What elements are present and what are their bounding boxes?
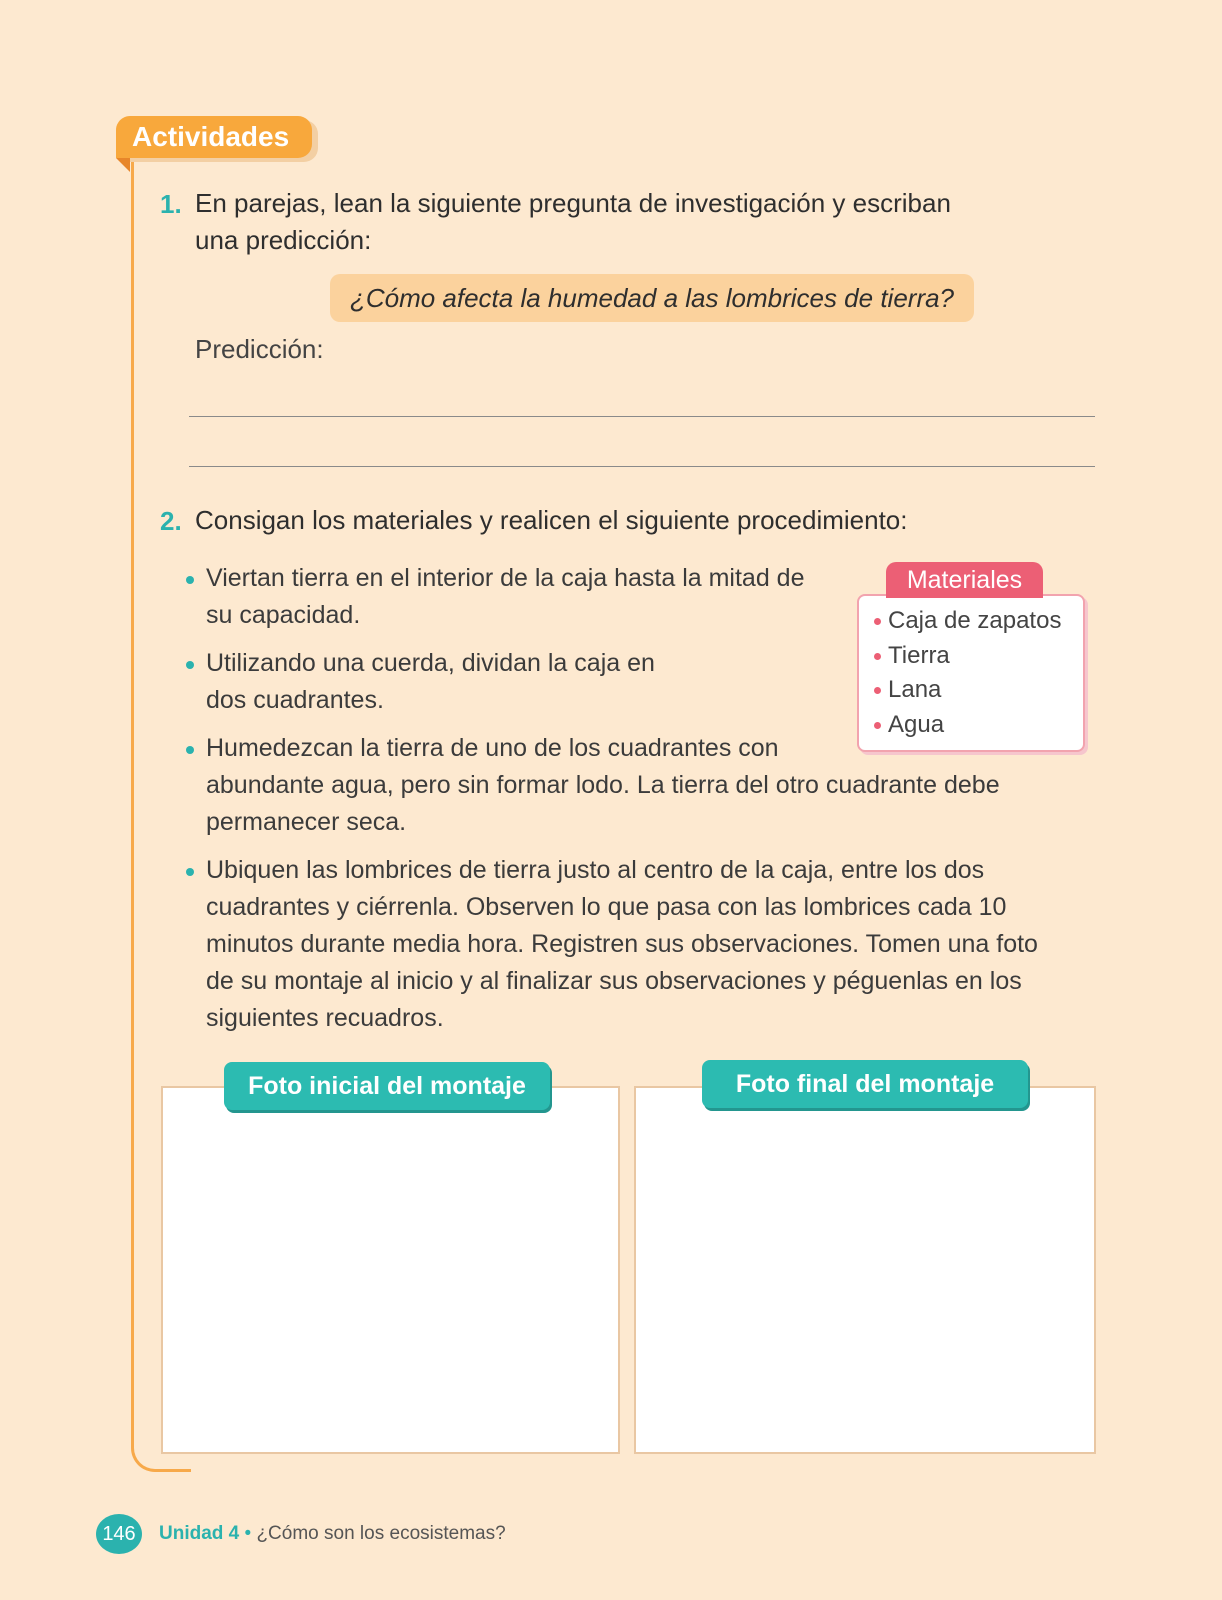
material-label: Tierra: [888, 641, 950, 669]
photo-final-box[interactable]: [634, 1086, 1096, 1454]
bullet-icon: [186, 746, 194, 754]
materials-title: Materiales: [886, 562, 1043, 598]
photo-initial-box[interactable]: [161, 1086, 620, 1454]
material-item: [872, 708, 1061, 743]
footer-unit: Unidad 4: [159, 1523, 240, 1544]
page-number: 146: [96, 1514, 142, 1554]
section-tab-fold: [116, 158, 130, 172]
activity-1-instructions: [195, 185, 951, 259]
bullet-icon: [186, 868, 194, 876]
bullet-icon: [874, 687, 881, 694]
step-2-line-1: Utilizando una cuerda, dividan la caja en: [206, 649, 655, 677]
footer-separator: •: [244, 1523, 252, 1544]
photo-final-label: Foto final del montaje: [702, 1060, 1028, 1108]
step-3-line-3: permanecer seca.: [206, 808, 407, 836]
step-1-line-2: su capacidad.: [206, 601, 361, 629]
material-label: Agua: [888, 710, 945, 738]
bullet-icon: [186, 661, 194, 669]
material-item: [872, 639, 1061, 674]
step-3-line-2: abundante agua, pero sin formar lodo. La tierra del otro cuadrante debe: [206, 771, 1000, 799]
material-item: [872, 604, 1061, 639]
activity-2-instructions: Consigan los materiales y realicen el siguiente procedimiento:: [195, 505, 908, 535]
prediction-line-2[interactable]: [189, 466, 1095, 467]
research-question: ¿Cómo afecta la humedad a las lombrices de tierra?: [330, 274, 974, 322]
prediction-line-1[interactable]: [189, 416, 1095, 417]
material-label: Caja de zapatos: [888, 607, 1062, 634]
photo-initial-label: Foto inicial del montaje: [224, 1062, 550, 1110]
prediction-label: Predicción:: [195, 334, 324, 364]
step-4-line-5: siguientes recuadros.: [206, 1004, 444, 1032]
step-2-line-2: dos cuadrantes.: [206, 686, 384, 714]
bullet-icon: [186, 576, 194, 584]
step-3-line-1: Humedezcan la tierra de uno de los cuadrantes con: [206, 734, 779, 762]
step-4-line-3: minutos durante media hora. Registren sus observaciones. Tomen una foto: [206, 930, 1038, 958]
activity-2-number: 2.: [160, 506, 182, 536]
section-tab: Actividades: [116, 116, 312, 158]
materials-list: [872, 604, 1061, 742]
bullet-icon: [874, 618, 881, 625]
procedure-step: [184, 852, 1038, 1037]
step-4-line-4: de su montaje al inicio y al finalizar sus observaciones y péguenlas en los: [206, 967, 1022, 995]
step-1-line-1: Viertan tierra en el interior de la caja hasta la mitad de: [206, 564, 805, 592]
material-label: Lana: [888, 676, 942, 703]
material-item: [872, 673, 1061, 708]
footer-title: ¿Cómo son los ecosistemas?: [256, 1523, 506, 1544]
activity-1-number: 1.: [160, 189, 182, 219]
bullet-icon: [874, 722, 881, 729]
step-4-line-1: Ubiquen las lombrices de tierra justo al centro de la caja, entre los dos: [206, 856, 985, 884]
footer: [159, 1523, 506, 1545]
activity-1-line-2: una predicción:: [195, 225, 372, 255]
bullet-icon: [874, 653, 881, 660]
activity-1-line-1: En parejas, lean la siguiente pregunta de investigación y escriban: [195, 188, 951, 218]
step-4-line-2: cuadrantes y ciérrenla. Observen lo que pasa con las lombrices cada 10: [206, 893, 1007, 921]
